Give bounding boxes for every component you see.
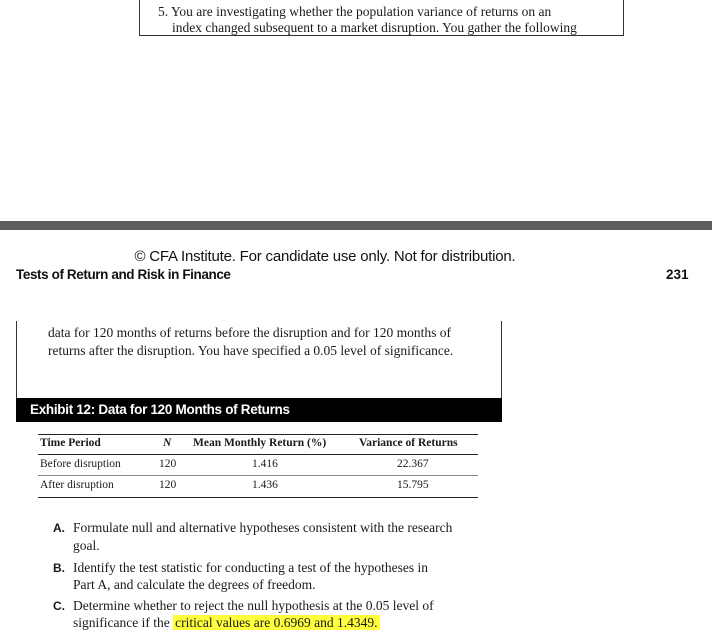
- cell-time-period: Before disruption: [40, 458, 121, 470]
- item-letter: A.: [53, 521, 65, 535]
- running-head: Tests of Return and Risk in Finance: [16, 267, 231, 282]
- previous-question-line-1: 5. You are investigating whether the population variance of returns on an: [158, 4, 552, 19]
- column-header-mean-return: Mean Monthly Return (%): [193, 437, 327, 449]
- cell-n: 120: [159, 458, 177, 470]
- cell-mean-return: 1.436: [252, 479, 278, 491]
- cell-variance: 22.367: [397, 458, 429, 470]
- item-letter: B.: [53, 561, 65, 575]
- previous-question-line-2: index changed subsequent to a market disruption. You gather the following: [172, 20, 577, 35]
- cell-mean-return: 1.416: [252, 458, 278, 470]
- item-text-line: Determine whether to reject the null hypothesis at the 0.05 level of: [73, 598, 434, 613]
- item-text-line: goal.: [73, 538, 100, 553]
- page-number: 231: [666, 267, 689, 282]
- table-bottom-rule: [38, 497, 478, 498]
- question-line-1: data for 120 months of returns before the disruption and for 120 months of: [48, 325, 452, 340]
- copyright-notice: © CFA Institute. For candidate use only. Not for distribution.: [134, 248, 516, 265]
- question-line-2: returns after the disruption. You have specified a 0.05 level of significance.: [48, 343, 454, 358]
- cell-time-period: After disruption: [40, 479, 114, 491]
- item-text-plain: significance if the: [73, 615, 174, 630]
- item-text-line: Part A, and calculate the degrees of freedom.: [73, 577, 316, 592]
- page-divider: [0, 221, 712, 230]
- table-row-rule: [38, 475, 478, 476]
- column-header-time-period: Time Period: [40, 437, 101, 449]
- item-text-line: [73, 615, 380, 631]
- highlighted-text: critical values are 0.6969 and 1.4349.: [175, 615, 378, 630]
- cell-n: 120: [159, 479, 177, 491]
- item-letter: C.: [53, 599, 65, 613]
- column-header-n: N: [163, 437, 172, 449]
- cell-variance: 15.795: [397, 479, 429, 491]
- exhibit-title: Exhibit 12: Data for 120 Months of Returns: [30, 402, 290, 417]
- table-header-rule: [38, 454, 478, 455]
- table-top-rule: [38, 434, 478, 435]
- column-header-variance: Variance of Returns: [359, 437, 458, 449]
- item-text-line: Identify the test statistic for conducting a test of the hypotheses in: [73, 560, 429, 575]
- item-text-line: Formulate null and alternative hypotheses consistent with the research: [73, 520, 453, 535]
